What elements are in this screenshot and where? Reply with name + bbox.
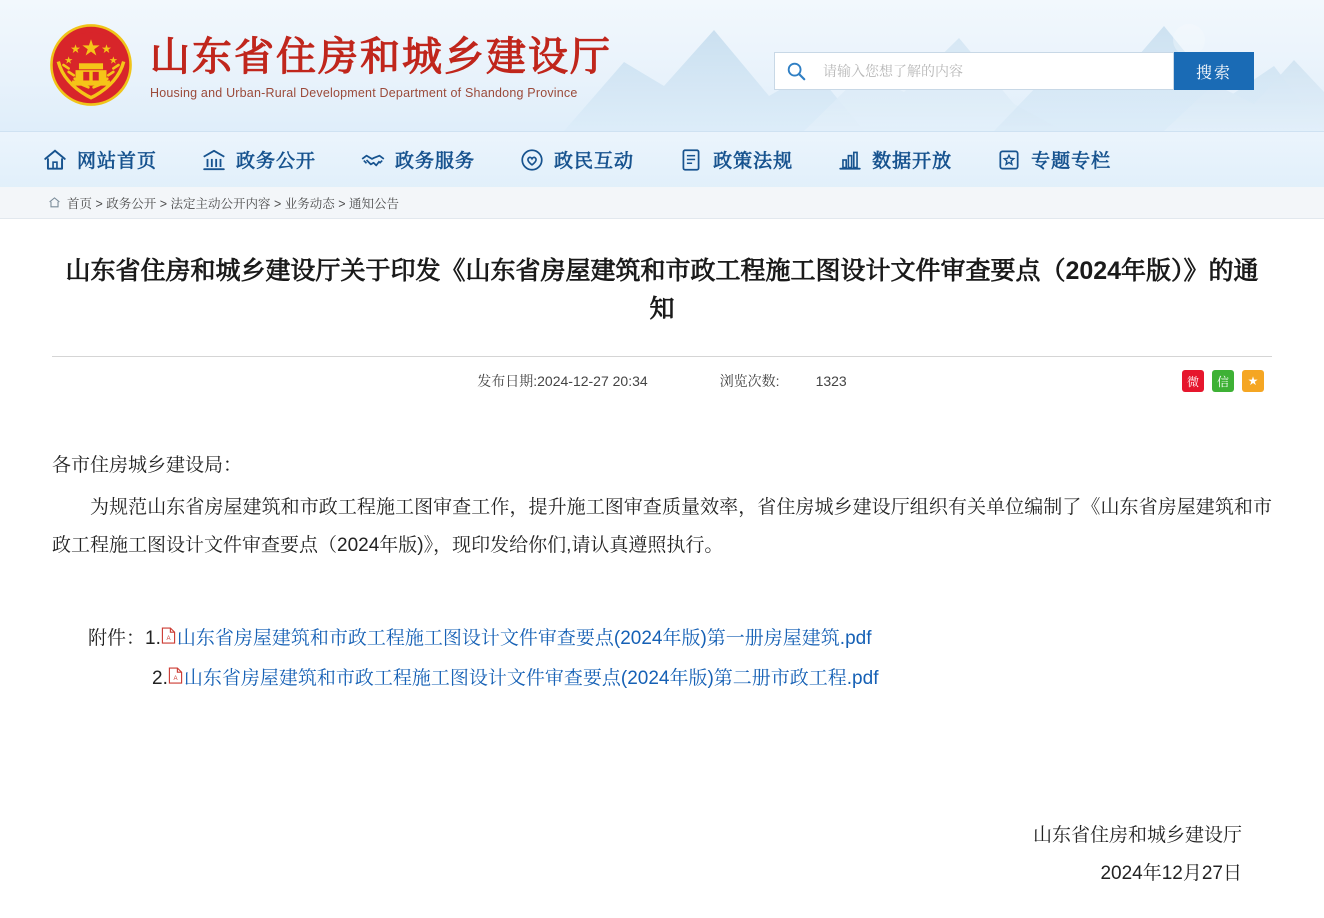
views-count: 1323 bbox=[815, 373, 847, 389]
nav-item-government-services[interactable] bbox=[360, 146, 475, 173]
site-brand[interactable] bbox=[48, 22, 612, 108]
attachment-index-2: 2. bbox=[152, 667, 168, 689]
article-body bbox=[52, 447, 1272, 565]
chart-icon bbox=[837, 147, 863, 173]
favorite-share-icon[interactable]: ★ bbox=[1242, 370, 1264, 392]
main-nav[interactable] bbox=[0, 131, 1324, 187]
breadcrumb[interactable] bbox=[0, 187, 1324, 219]
publish-date: 发布日期:2024-12-27 20:34 bbox=[477, 373, 648, 389]
attachment-index-1: 1. bbox=[145, 628, 161, 649]
attachment-row-1 bbox=[52, 619, 1272, 659]
weibo-share-icon[interactable]: 微 bbox=[1182, 370, 1204, 392]
national-emblem-icon bbox=[48, 22, 134, 108]
nav-label: 政民互动 bbox=[554, 151, 635, 172]
grid-star-icon bbox=[996, 147, 1022, 173]
heart-chat-icon bbox=[519, 147, 545, 173]
article bbox=[0, 219, 1324, 893]
search-input[interactable] bbox=[807, 53, 1163, 89]
views-label: 浏览次数: bbox=[719, 373, 780, 389]
search-bar[interactable] bbox=[774, 52, 1254, 90]
signature-org: 山东省住房和城乡建设厅 bbox=[1032, 824, 1242, 846]
handshake-icon bbox=[360, 147, 386, 173]
nav-item-special-topics[interactable] bbox=[996, 146, 1111, 173]
body-paragraph: 为规范山东省房屋建筑和市政工程施工图审查工作，提升施工图审查质量效率，省住房城乡建设厅组织有关单位编制了《山东省房屋建筑和市政工程施工图设计文件审查要点（2024年版)》，现印发给你们,请认真遵照执行。 bbox=[52, 497, 1272, 556]
document-icon bbox=[678, 147, 704, 173]
nav-label: 政务服务 bbox=[395, 151, 476, 172]
pdf-file-icon bbox=[161, 627, 176, 644]
nav-item-policies-regulations[interactable] bbox=[678, 146, 793, 173]
wechat-share-icon[interactable]: 信 bbox=[1212, 370, 1234, 392]
nav-item-open-data[interactable] bbox=[837, 146, 952, 173]
nav-label: 政策法规 bbox=[713, 151, 794, 172]
search-box[interactable] bbox=[774, 52, 1174, 90]
site-title-en: Housing and Urban-Rural Development Department of Shandong Province bbox=[150, 86, 578, 100]
attachment-link-2[interactable]: 山东省房屋建筑和市政工程施工图设计文件审查要点(2024年版)第二册市政工程.pdf bbox=[183, 667, 879, 689]
nav-label: 专题专栏 bbox=[1031, 151, 1112, 172]
signature-date: 2024年12月27日 bbox=[1100, 862, 1242, 884]
page-title: 山东省住房和城乡建设厅关于印发《山东省房屋建筑和市政工程施工图设计文件审查要点（2024年版）》的通知 bbox=[65, 257, 1259, 323]
nav-item-home[interactable] bbox=[42, 146, 157, 173]
breadcrumb-path[interactable]: 首页 > 政务公开 > 法定主动公开内容 > 业务动态 > 通知公告 bbox=[67, 196, 399, 211]
nav-label: 政务公开 bbox=[236, 151, 317, 172]
search-icon bbox=[785, 60, 807, 82]
svg-text:A: A bbox=[173, 675, 178, 683]
salutation: 各市住房城乡建设局： bbox=[52, 455, 243, 476]
attachments-label: 附件： bbox=[88, 628, 146, 649]
article-meta bbox=[52, 357, 1272, 405]
search-button[interactable]: 搜索 bbox=[1174, 52, 1254, 90]
attachments bbox=[52, 619, 1272, 699]
attachment-row-2 bbox=[52, 659, 1272, 699]
nav-label: 网站首页 bbox=[77, 151, 158, 172]
site-header bbox=[0, 0, 1324, 131]
home-icon bbox=[42, 147, 68, 173]
nav-label: 数据开放 bbox=[872, 151, 953, 172]
bank-icon bbox=[201, 147, 227, 173]
nav-item-public-interaction[interactable] bbox=[519, 146, 634, 173]
site-title-cn: 山东省住房和城乡建设厅 bbox=[150, 35, 612, 79]
attachment-link-1[interactable]: 山东省房屋建筑和市政工程施工图设计文件审查要点(2024年版)第一册房屋建筑.pdf bbox=[176, 628, 872, 649]
home-small-icon bbox=[48, 196, 61, 209]
pdf-file-icon bbox=[168, 667, 183, 684]
signature bbox=[52, 817, 1272, 893]
nav-item-government-disclosure[interactable] bbox=[201, 146, 316, 173]
share-buttons[interactable] bbox=[1182, 370, 1264, 392]
svg-text:A: A bbox=[166, 635, 171, 643]
